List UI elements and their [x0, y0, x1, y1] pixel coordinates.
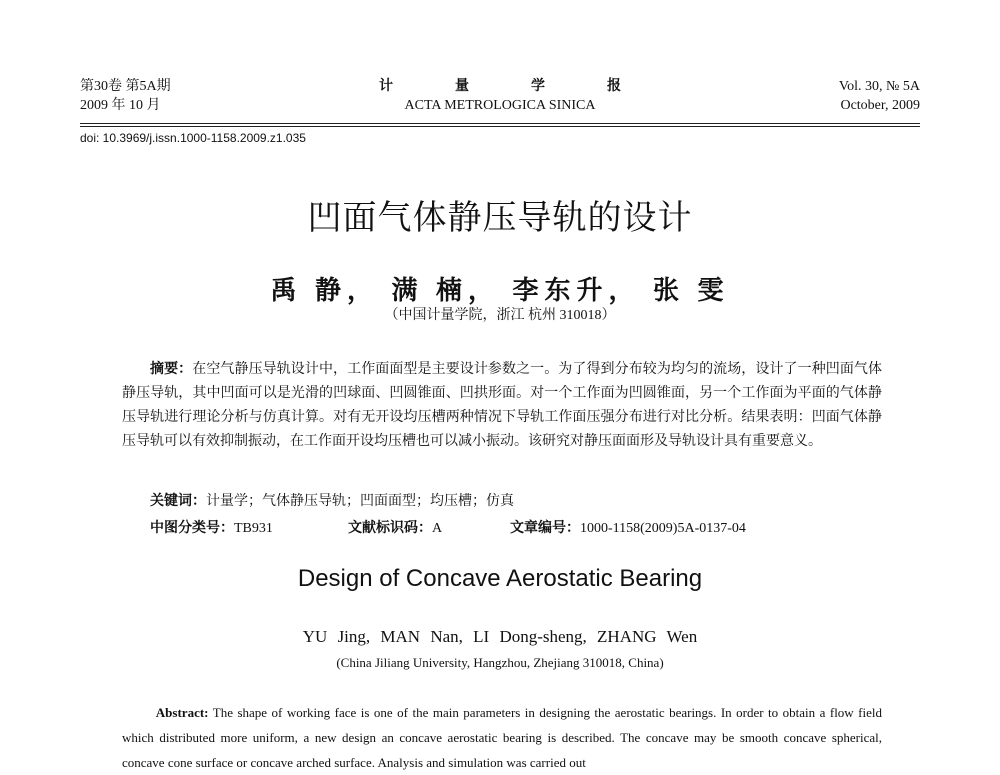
volume-cn: 第30卷 第5A期	[80, 79, 171, 94]
article-label: 文章编号：	[510, 521, 580, 536]
document-code	[348, 517, 442, 537]
date-cn: 2009 年 10 月	[80, 98, 161, 113]
journal-name-cn: 计量学报	[379, 79, 683, 94]
abstract-cn-text: 在空气静压导轨设计中，工作面面型是主要设计参数之一。为了得到分布较为均匀的流场，设计了一种凹面气体静压导轨，其中凹面可以是光滑的凹球面、凹圆锥面、凹拱形面。对一个工作面为凹圆锥面，另一个工作面为平面的气体静压导轨进行理论分析与仿真计算。对有无开设均压槽两种情况下导轨工作面压强分布进行对比分析。结果表明：凹面气体静压导轨可以有效抑制振动，在工作面开设均压槽也可以减小振动。该研究对静压面面形及导轨设计具有重要意义。	[122, 362, 883, 449]
keywords-label: 关键词：	[150, 494, 206, 509]
clc-label: 中图分类号：	[150, 521, 234, 536]
paper-title-cn: 凹面气体静压导轨的设计	[307, 200, 693, 237]
header-rule-bottom	[80, 126, 920, 127]
journal-issue-block	[839, 77, 920, 115]
volume-en: Vol. 30, № 5A	[838, 79, 920, 94]
keywords-text: 计量学；气体静压导轨；凹面面型；均压槽；仿真	[206, 494, 514, 509]
affiliation-en: (China Jiliang University, Hangzhou, Zhejiang 310018, China)	[336, 655, 664, 670]
abstract-en-label: Abstract:	[155, 705, 209, 720]
article-number	[510, 517, 746, 537]
affiliation-cn: （中国计量学院，浙江 杭州 310018）	[384, 308, 616, 323]
abstract-cn	[122, 358, 882, 454]
journal-name-en: ACTA METROLOGICA SINICA	[404, 98, 596, 113]
doc-value: A	[432, 521, 443, 536]
doi-line: doi: 10.3969/j.issn.1000-1158.2009.z1.035	[80, 131, 306, 145]
article-value: 1000-1158(2009)5A-0137-04	[580, 521, 746, 536]
abstract-en-text: The shape of working face is one of the main parameters in designing the aerostatic bearings. In order to obtain a flow field which distributed more uniform, a new design an concave aerostatic bearing is described. The concave may be smooth concave spherical, concave cone surface or concave arched surface. Analysis and simulation was carried out	[122, 705, 883, 770]
abstract-cn-label: 摘要：	[150, 362, 193, 377]
abstract-en	[122, 700, 882, 775]
clc-value: TB931	[234, 521, 273, 536]
keywords-cn	[150, 490, 514, 510]
authors-en: YU Jing, MAN Nan, LI Dong-sheng, ZHANG Wen	[302, 627, 698, 646]
authors-cn: 禹 静， 满 楠， 李东升， 张 雯	[270, 276, 730, 305]
clc-number	[150, 517, 273, 537]
doc-label: 文献标识码：	[348, 521, 432, 536]
date-en: October, 2009	[840, 98, 920, 113]
paper-title-en: Design of Concave Aerostatic Bearing	[297, 565, 703, 592]
header-rule-top	[80, 123, 920, 124]
